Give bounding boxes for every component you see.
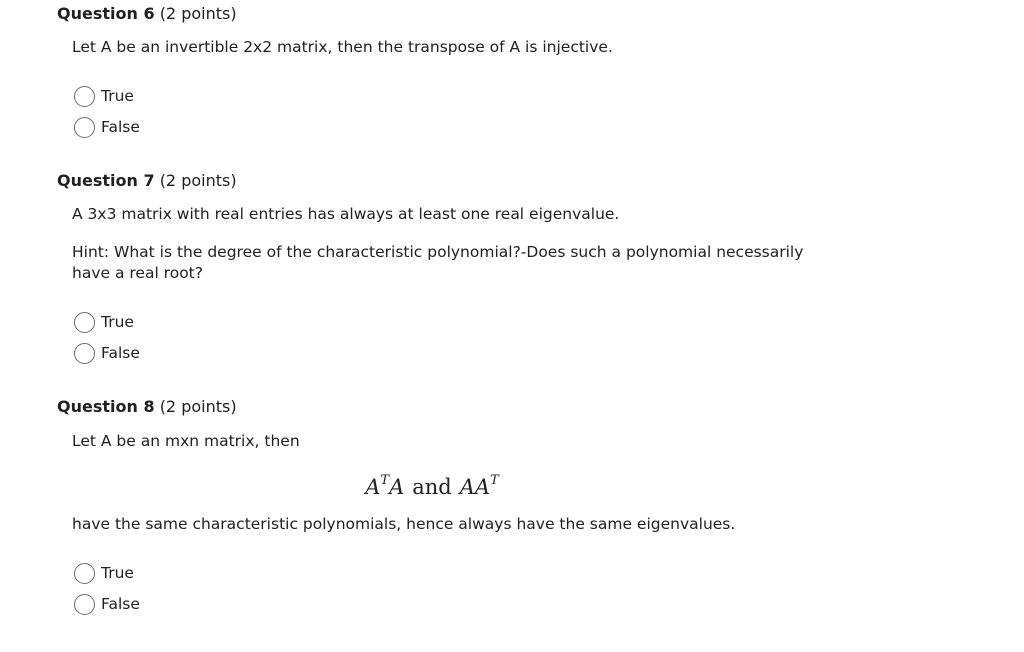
question-hint-line-2: have a real root? [72,264,203,282]
question-header [57,4,237,24]
option-label: False [101,118,140,136]
radio-button[interactable] [74,117,95,138]
math-var: AA [459,475,491,499]
question-text: A 3x3 matrix with real entries has always at least one real eigenvalue. [72,205,620,223]
math-superscript: T [380,473,390,488]
question-title: Question 6 [57,4,155,23]
question-header [57,397,237,417]
option-label: False [101,595,140,613]
option-true[interactable] [74,84,134,108]
option-label: True [101,564,134,582]
question-hint-line-1: Hint: What is the degree of the characteristic polynomial?-Does such a polynomial necessarily [72,243,804,261]
question-text-continued: have the same characteristic polynomials, hence always have the same eigenvalues. [72,515,736,533]
option-label: True [101,313,134,331]
question-points: (2 points) [159,397,237,416]
question-points: (2 points) [159,171,237,190]
radio-button[interactable] [74,312,95,333]
radio-button[interactable] [74,343,95,364]
radio-button[interactable] [74,563,95,584]
option-false[interactable] [74,341,140,365]
question-text: Let A be an invertible 2x2 matrix, then the transpose of A is injective. [72,38,613,56]
question-text: Let A be an mxn matrix, then [72,432,300,450]
option-false[interactable] [74,115,140,139]
option-label: False [101,344,140,362]
math-var: A [365,475,381,499]
math-word: and [412,475,452,499]
math-superscript: T [490,473,499,488]
math-var: A [389,475,405,499]
option-true[interactable] [74,310,134,334]
question-header [57,171,237,191]
option-false[interactable] [74,592,140,616]
math-expression [0,468,864,502]
question-points: (2 points) [159,4,237,23]
option-true[interactable] [74,561,134,585]
option-label: True [101,87,134,105]
radio-button[interactable] [74,86,95,107]
question-title: Question 7 [57,171,155,190]
radio-button[interactable] [74,594,95,615]
question-title: Question 8 [57,397,155,416]
